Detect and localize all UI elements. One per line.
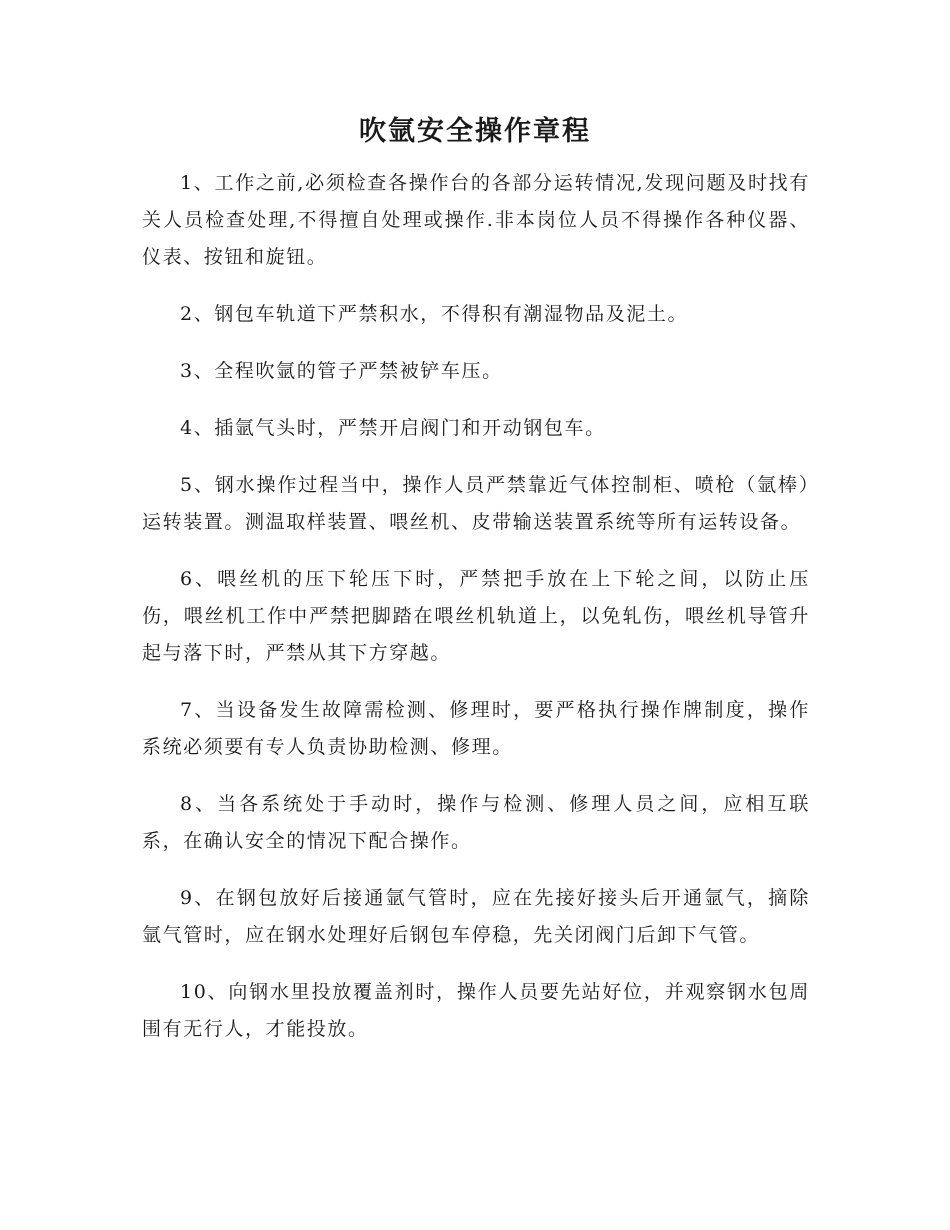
paragraph-1: 1、工作之前,必须检查各操作台的各部分运转情况,发现问题及时找有关人员检查处理,不得擅自处理或操作.非本岗位人员不得操作各种仪器、仪表、按钮和旋钮。 [142,172,810,268]
paragraph-8: 8、当各系统处于手动时，操作与检测、修理人员之间，应相互联系，在确认安全的情况下配合操作。 [142,793,810,852]
paragraph-7: 7、当设备发生故障需检测、修理时，要严格执行操作牌制度，操作系统必须要有专人负责协助检测、修理。 [142,699,810,758]
document-title: 吹氩安全操作章程 [359,116,591,147]
document-body [142,165,810,1068]
paragraph-3: 3、全程吹氩的管子严禁被铲车压。 [180,360,503,382]
paragraph-5: 5、钢水操作过程当中，操作人员严禁靠近气体控制柜、喷枪（氩棒）运转装置。测温取样装置、喂丝机、皮带输送装置系统等所有运转设备。 [142,474,810,533]
paragraph-9: 9、在钢包放好后接通氩气管时，应在先接好接头后开通氩气，摘除氩气管时，应在钢水处理好后钢包车停稳，先关闭阀门后卸下气管。 [142,887,810,946]
paragraph-2: 2、钢包车轨道下严禁积水，不得积有潮湿物品及泥土。 [180,303,689,325]
paragraph-4: 4、插氩气头时，严禁开启阀门和开动钢包车。 [180,417,606,439]
paragraph-10: 10、向钢水里投放覆盖剂时，操作人员要先站好位，并观察钢水包周围有无行人，才能投放。 [142,981,810,1040]
paragraph-6: 6、喂丝机的压下轮压下时，严禁把手放在上下轮之间，以防止压伤，喂丝机工作中严禁把脚踏在喂丝机轨道上，以免轧伤，喂丝机导管升起与落下时，严禁从其下方穿越。 [142,568,810,664]
